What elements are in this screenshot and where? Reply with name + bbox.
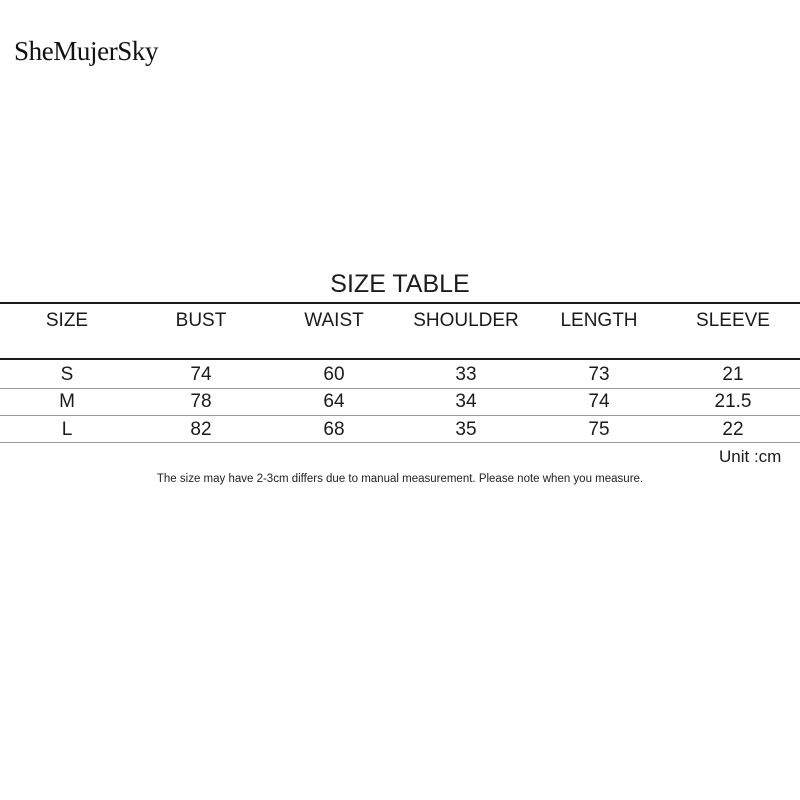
table-top-rule <box>0 302 800 304</box>
header-waist: WAIST <box>304 310 364 331</box>
cell-size: M <box>59 391 75 412</box>
cell-length: 74 <box>588 391 610 412</box>
cell-length: 75 <box>588 419 610 440</box>
unit-label: Unit :cm <box>719 447 782 466</box>
cell-waist: 60 <box>323 364 345 385</box>
cell-shoulder: 33 <box>455 364 477 385</box>
table-header-rule <box>0 358 800 360</box>
cell-bust: 74 <box>190 364 212 385</box>
row-divider <box>0 415 800 416</box>
brand-logo-text: SheMujerSky <box>14 36 159 66</box>
size-table-title: SIZE TABLE <box>330 270 470 298</box>
measurement-note: The size may have 2-3cm differs due to manual measurement. Please note when you measure. <box>156 473 644 485</box>
cell-sleeve: 21.5 <box>714 391 752 412</box>
header-sleeve: SLEEVE <box>696 310 770 331</box>
table-header-row <box>0 308 800 334</box>
header-shoulder: SHOULDER <box>413 310 519 331</box>
header-size: SIZE <box>45 310 89 331</box>
table-row <box>0 417 800 443</box>
cell-size: L <box>61 419 73 440</box>
table-row <box>0 362 800 388</box>
cell-shoulder: 34 <box>455 391 477 412</box>
cell-length: 73 <box>588 364 610 385</box>
header-length: LENGTH <box>560 310 638 331</box>
cell-bust: 78 <box>190 391 212 412</box>
cell-shoulder: 35 <box>455 419 477 440</box>
cell-sleeve: 21 <box>722 364 744 385</box>
cell-size: S <box>60 364 74 385</box>
cell-waist: 68 <box>323 419 345 440</box>
cell-sleeve: 22 <box>722 419 744 440</box>
table-bottom-rule <box>0 442 800 443</box>
cell-waist: 64 <box>323 391 345 412</box>
header-bust: BUST <box>175 310 227 331</box>
cell-bust: 82 <box>190 419 212 440</box>
table-row <box>0 389 800 415</box>
